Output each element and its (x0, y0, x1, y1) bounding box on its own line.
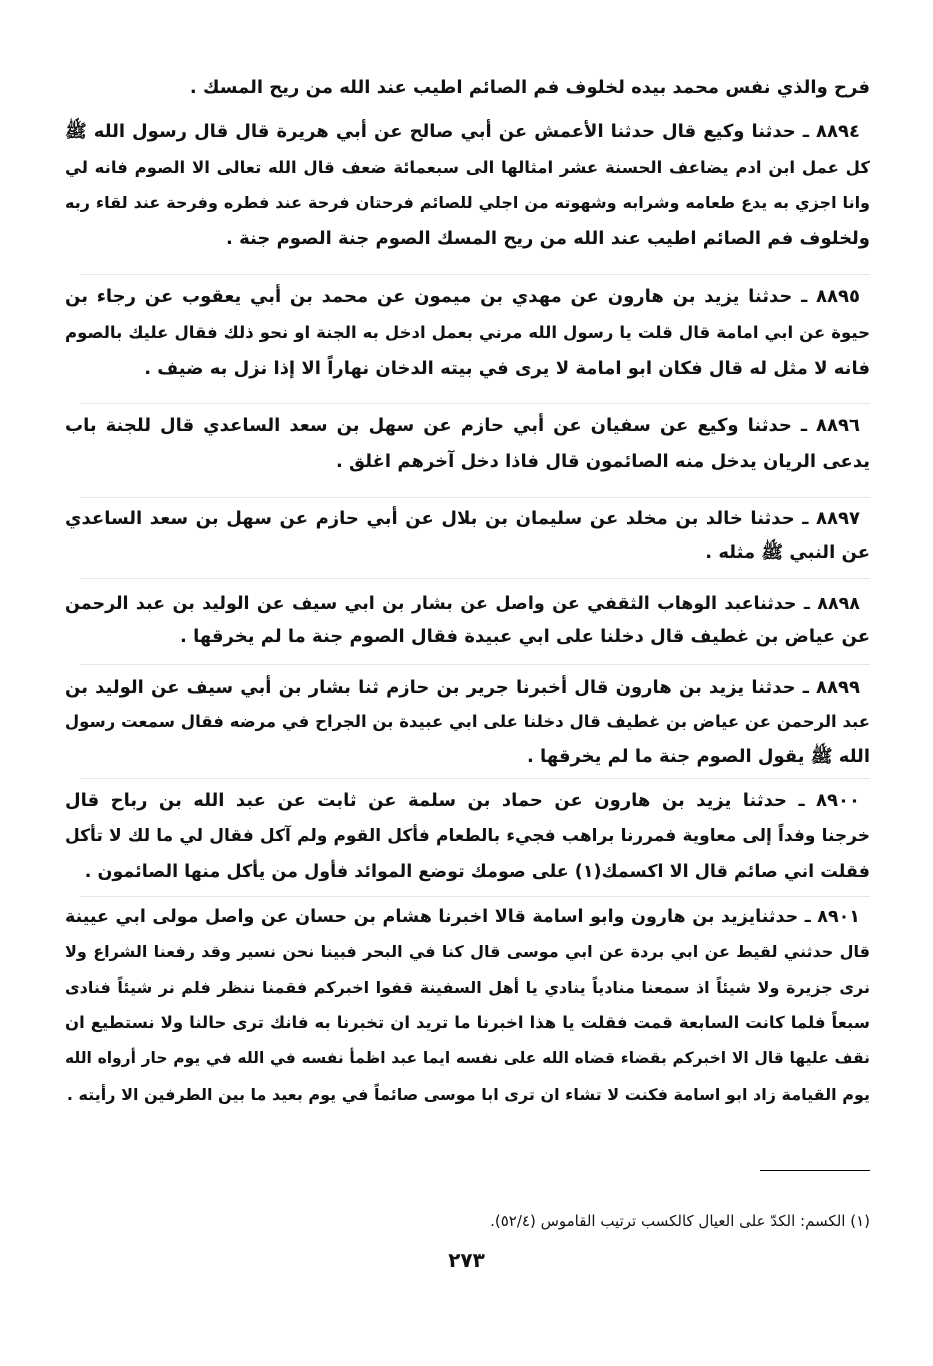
footnote: (١) الكسم: الكدّ على العيال كالكسب ترتيب القاموس (٥٢/٤). (490, 1212, 870, 1230)
hadith-8895-line: حيوة عن ابي امامة قال قلت يا رسول الله مرني بعمل ادخل به الجنة او نحو ذلك فقال عليك بالصوم (65, 323, 870, 342)
hadith-8895-line: فانه لا مثل له قال فكان ابو امامة لا يرى في بيته الدخان نهاراً الا إذا نزل به ضيف . (144, 358, 870, 379)
hadith-8900-line: فقلت اني صائم قال الا اكسمك(١) على صومك توضع الموائد فأول من يأكل منها الصائمون . (84, 862, 870, 882)
hadith-8901-line: ٨٩٠١ ـ حدثنايزيد بن هارون وابو اسامة قالا اخبرنا هشام بن حسان عن واصل مولى ابي عيينة (65, 907, 860, 927)
hadith-8898-line: ٨٨٩٨ ـ حدثناعبد الوهاب الثقفي عن واصل عن بشار بن ابي سيف عن الوليد بن عبد الرحمن (65, 594, 860, 614)
hadith-8896-line: يدعى الريان يدخل منه الصائمون قال فاذا دخل آخرهم اغلق . (335, 451, 870, 472)
hadith-8894-line: وانا اجزي به يدع طعامه وشرابه وشهوته من اجلي للصائم فرحتان فرحة عند فطره وفرحة عند لقاء ربه (65, 193, 870, 212)
hadith-8897-line: ٨٨٩٧ ـ حدثنا خالد بن مخلد عن سليمان بن بلال عن أبي حازم عن سهل بن سعد الساعدي (65, 508, 860, 529)
hadith-8898-line: عن عياض بن غطيف قال دخلنا على ابي عبيدة فقال الصوم جنة ما لم يخرقها . (180, 626, 870, 647)
divider (80, 778, 870, 779)
hadith-8899-line: الله ﷺ يقول الصوم جنة ما لم يخرقها . (526, 746, 870, 767)
hadith-8897-line: عن النبي ﷺ مثله . (705, 542, 870, 563)
divider (80, 274, 870, 275)
divider (80, 497, 870, 498)
hadith-8901-line: يوم القيامة زاد ابو اسامة فكنت لا تشاء ان ترى ابا موسى صائماً في يوم بعيد ما بين الطرفين الا رأيته . (66, 1085, 870, 1104)
hadith-8894-line: ٨٨٩٤ ـ حدثنا وكيع قال حدثنا الأعمش عن أبي صالح عن أبي هريرة قال قال رسول الله ﷺ (65, 121, 860, 142)
hadith-8900-line: ٨٩٠٠ ـ حدثنا يزيد بن هارون عن حماد بن سلمة عن ثابت عن عبد الله بن رباح قال (65, 790, 860, 811)
hadith-8901-line: سبعاً فلما كانت السابعة قمت فقلت يا هذا اخبرنا ما تريد ان تخبرنا به فانك ترى حالنا ولا نستطيع ان (65, 1013, 870, 1032)
hadith-8899-line: ٨٨٩٩ ـ حدثنا يزيد بن هارون قال أخبرنا جرير بن حازم ثنا بشار بن أبي سيف عن الوليد بن (65, 677, 860, 698)
divider (80, 403, 870, 404)
hadith-8901-line: نرى جزيرة ولا شيئاً اذ سمعنا منادياً ينادي يا أهل السفينة قفوا اخبركم فقمنا ننظر فلم نر شيئاً فنادى (65, 978, 870, 997)
hadith-8901-line: قال حدثني لقيط عن ابي بردة عن ابي موسى قال كنا في البحر فبينا نحن نسير وقد رفعنا الشراع ولا (65, 942, 870, 961)
divider (80, 578, 870, 579)
hadith-8894-line: ولخلوف فم الصائم اطيب عند الله من ريح المسك الصوم جنة الصوم جنة . (226, 228, 870, 249)
hadith-8894-line: كل عمل ابن ادم يضاعف الحسنة عشر امثالها الى سبعمائة ضعف قال الله تعالى الا الصوم فانه لي (65, 158, 870, 177)
hadith-8895-line: ٨٨٩٥ ـ حدثنا يزيد بن هارون عن مهدي بن ميمون عن محمد بن أبي يعقوب عن رجاء بن (65, 286, 860, 307)
hadith-8896-line: ٨٨٩٦ ـ حدثنا وكيع عن سفيان عن أبي حازم عن سهل بن سعد الساعدي قال للجنة باب (65, 415, 860, 436)
hadith-8899-line: عبد الرحمن عن عياض بن غطيف قال دخلنا على ابي عبيدة بن الجراح في مرضه فقال سمعت رسول (64, 712, 870, 731)
footnote-rule (760, 1170, 870, 1171)
divider (80, 896, 870, 897)
divider (80, 664, 870, 665)
hadith-8900-line: خرجنا وفداً إلى معاوية فمررنا براهب فجيء بالطعام فأكل القوم ولم آكل فقال لي ما لك لا تأكل (65, 826, 870, 846)
text-line: فرح والذي نفس محمد بيده لخلوف فم الصائم اطيب عند الله من ريح المسك . (189, 77, 870, 98)
page-number: ٢٧٣ (448, 1248, 485, 1272)
hadith-8901-line: نقف عليها قال الا اخبركم بقضاء قضاه الله على نفسه ايما عبد اظمأ نفسه في الله في يوم حار أرواه الله (65, 1049, 870, 1067)
